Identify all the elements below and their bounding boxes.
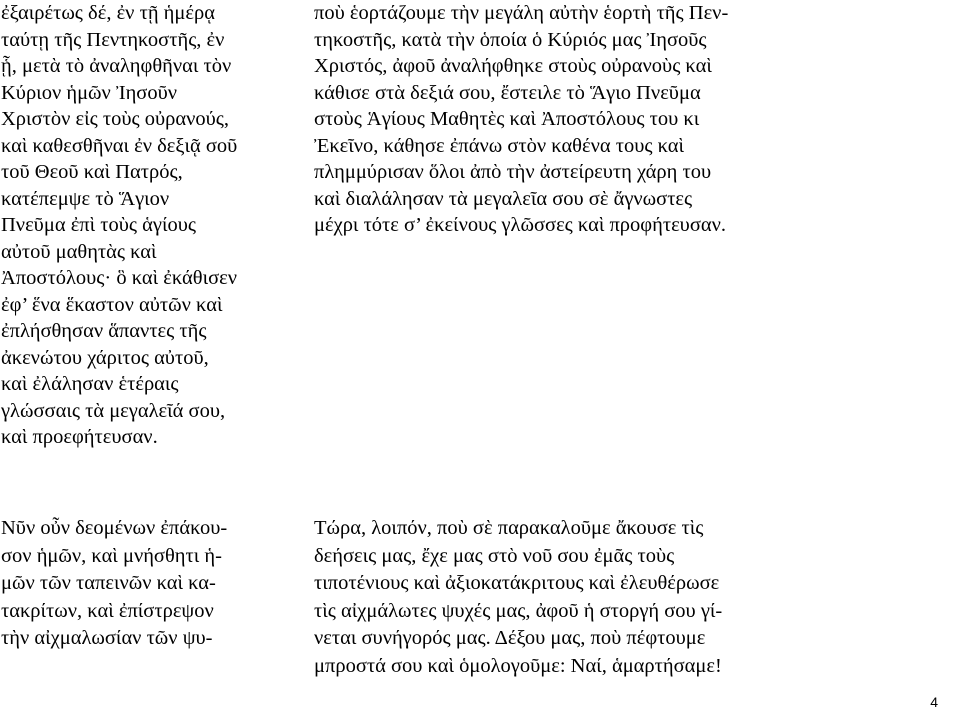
text-line: τὶς αἰχμάλωτες ψυχές μας, ἀφοῦ ἡ στοργή σου γί- xyxy=(314,599,723,622)
text-line: καὶ προεφήτευσαν. xyxy=(1,426,158,448)
text-line: τὴν αἰχμαλωσίαν τῶν ψυ- xyxy=(1,627,213,649)
text-line: μπροστά σου καὶ ὁμολογοῦμε: Ναί, ἁμαρτήσαμε! xyxy=(314,654,722,677)
text-line: Χριστός, ἀφοῦ ἀναλήφθηκε στοὺς οὐρανοὺς καὶ xyxy=(314,55,712,77)
text-line: πλημμύρισαν ὅλοι ἀπὸ τὴν ἀστείρευτη χάρη του xyxy=(314,161,712,183)
text-line: τακρίτων, καὶ ἐπίστρεψον xyxy=(1,599,214,622)
bottom-left-paragraph xyxy=(1,515,281,653)
text-line: ἐφ’ ἕνα ἕκαστον αὐτῶν καὶ xyxy=(1,293,223,316)
text-line: δεήσεις μας, ἔχε μας στὸ νοῦ σου ἐμᾶς τοὺς xyxy=(314,544,675,567)
text-line: σον ἡμῶν, καὶ μνήσθητι ἡ- xyxy=(1,544,222,567)
text-line: Χριστὸν εἰς τοὺς οὐρανούς, xyxy=(1,108,230,130)
text-line: ᾗ, μετὰ τὸ ἀναληφθῆναι τὸν xyxy=(1,55,232,77)
top-left-paragraph xyxy=(1,0,281,451)
text-line: καὶ ἐλάλησαν ἑτέραις xyxy=(1,373,179,395)
text-line: ταύτῃ τῆς Πεντηκοστῆς, ἐν xyxy=(1,28,225,51)
text-line: τιποτένιους καὶ ἀξιοκατάκριτους καὶ ἐλευθέρωσε xyxy=(314,572,720,594)
text-line: Ἐκεῖνο, κάθησε ἐπάνω στὸν καθένα τους καὶ xyxy=(314,134,685,157)
text-line: γλώσσαις τὰ μεγαλεῖά σου, xyxy=(1,399,226,422)
text-line: ἐπλήσθησαν ἅπαντες τῆς xyxy=(1,320,207,342)
text-line: μέχρι τότε σ’ ἐκείνους γλῶσσες καὶ προφήτευσαν. xyxy=(314,214,727,236)
text-line: αὐτοῦ μαθητὰς καὶ xyxy=(1,240,157,263)
text-line: τοῦ Θεοῦ καὶ Πατρός, xyxy=(1,161,183,183)
text-line: Νῦν οὖν δεομένων ἐπάκου- xyxy=(1,517,228,539)
text-line: καὶ διαλάλησαν τὰ μεγαλεῖα σου σὲ ἄγνωστες xyxy=(314,187,693,210)
text-line: Κύριον ἡμῶν Ἰησοῦν xyxy=(1,81,178,104)
text-line: Ἀποστόλους· ὃ καὶ ἐκάθισεν xyxy=(1,267,238,289)
top-right-paragraph xyxy=(314,0,954,239)
text-line: μῶν τῶν ταπεινῶν καὶ κα- xyxy=(1,572,216,594)
page-number: 4 xyxy=(930,694,938,710)
bottom-right-paragraph xyxy=(314,515,954,680)
text-line: νεται συνήγορός μας. Δέξου μας, ποὺ πέφτουμε xyxy=(314,627,706,649)
text-line: καὶ καθεσθῆναι ἐν δεξιᾷ σοῦ xyxy=(1,134,238,157)
text-line: ἀκενώτου χάριτος αὐτοῦ, xyxy=(1,346,209,369)
text-line: κάθισε στὰ δεξιά σου, ἔστειλε τὸ Ἅγιο Πνεῦμα xyxy=(314,81,701,104)
text-line: ἐξαιρέτως δέ, ἐν τῇ ἡμέρᾳ xyxy=(1,2,215,24)
text-line: Πνεῦμα ἐπὶ τοὺς ἁγίους xyxy=(1,214,197,236)
text-line: τηκοστῆς, κατὰ τὴν ὁποία ὁ Κύριός μας Ἰησοῦς xyxy=(314,28,707,51)
text-line: κατέπεμψε τὸ Ἅγιον xyxy=(1,187,170,210)
text-line: Τώρα, λοιπόν, ποὺ σὲ παρακαλοῦμε ἄκουσε τὶς xyxy=(314,517,704,539)
text-line: ποὺ ἑορτάζουμε τὴν μεγάλη αὐτὴν ἑορτὴ τῆς Πεν- xyxy=(314,2,729,24)
text-line: στοὺς Ἁγίους Μαθητὲς καὶ Ἀποστόλους του κι xyxy=(314,108,700,130)
